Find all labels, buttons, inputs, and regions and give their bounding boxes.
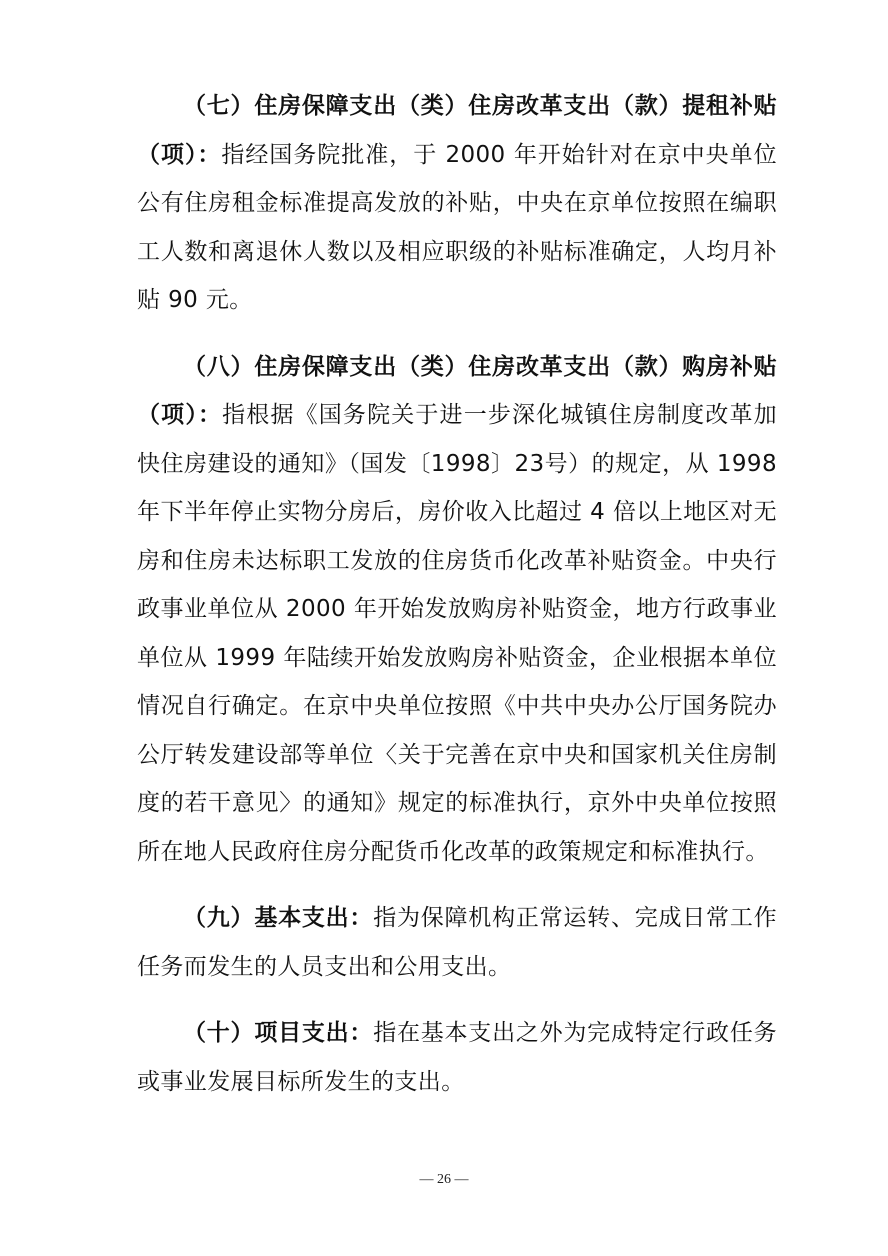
document-body [137, 82, 777, 1106]
section-9 [137, 894, 777, 991]
section-7 [137, 82, 777, 325]
section-8-heading: （八）住房保障支出（类）住房改革支出（款）购房补贴（项）： [137, 353, 777, 428]
section-8 [137, 343, 777, 877]
page-number: — 26 — [419, 1172, 469, 1187]
section-7-heading: （七）住房保障支出（类）住房改革支出（款）提租补贴（项）： [137, 93, 777, 168]
section-10-body: 指在基本支出之外为完成特定行政任务或事业发展目标所发生的支出。 [137, 1020, 777, 1095]
section-8-body: 指根据《国务院关于进一步深化城镇住房制度改革加快住房建设的通知》（国发〔1998〕23号）的规定，从 1998年下半年停止实物分房后，房价收入比超过 4 倍以上地区对无房和住房未达标职工发放的住房货币化改革补贴资金。中央行政事业单位从 2000 年开始发放购房补贴资金，地方行政事业单位从 1999 年陆续开始发放购房补贴资金，企业根据本单位情况自行确定。在京中央单位按照《中共中央办公厅国务院办公厅转发建设部等单位〈关于完善在京中央和国家机关住房制度的若干意见〉的通知》规定的标准执行，京外中央单位按照所在地人民政府住房分配货币化改革的政策规定和标准执行。 [137, 402, 777, 865]
section-7-body: 指经国务院批准，于 2000 年开始针对在京中央单位公有住房租金标准提高发放的补贴，中央在京单位按照在编职工人数和离退休人数以及相应职级的补贴标准确定，人均月补贴 90 元。 [137, 141, 777, 313]
section-10-heading: （十）项目支出： [183, 1020, 374, 1046]
section-10 [137, 1009, 777, 1106]
section-9-body: 指为保障机构正常运转、完成日常工作任务而发生的人员支出和公用支出。 [137, 905, 777, 980]
section-9-heading: （九）基本支出： [183, 905, 374, 931]
